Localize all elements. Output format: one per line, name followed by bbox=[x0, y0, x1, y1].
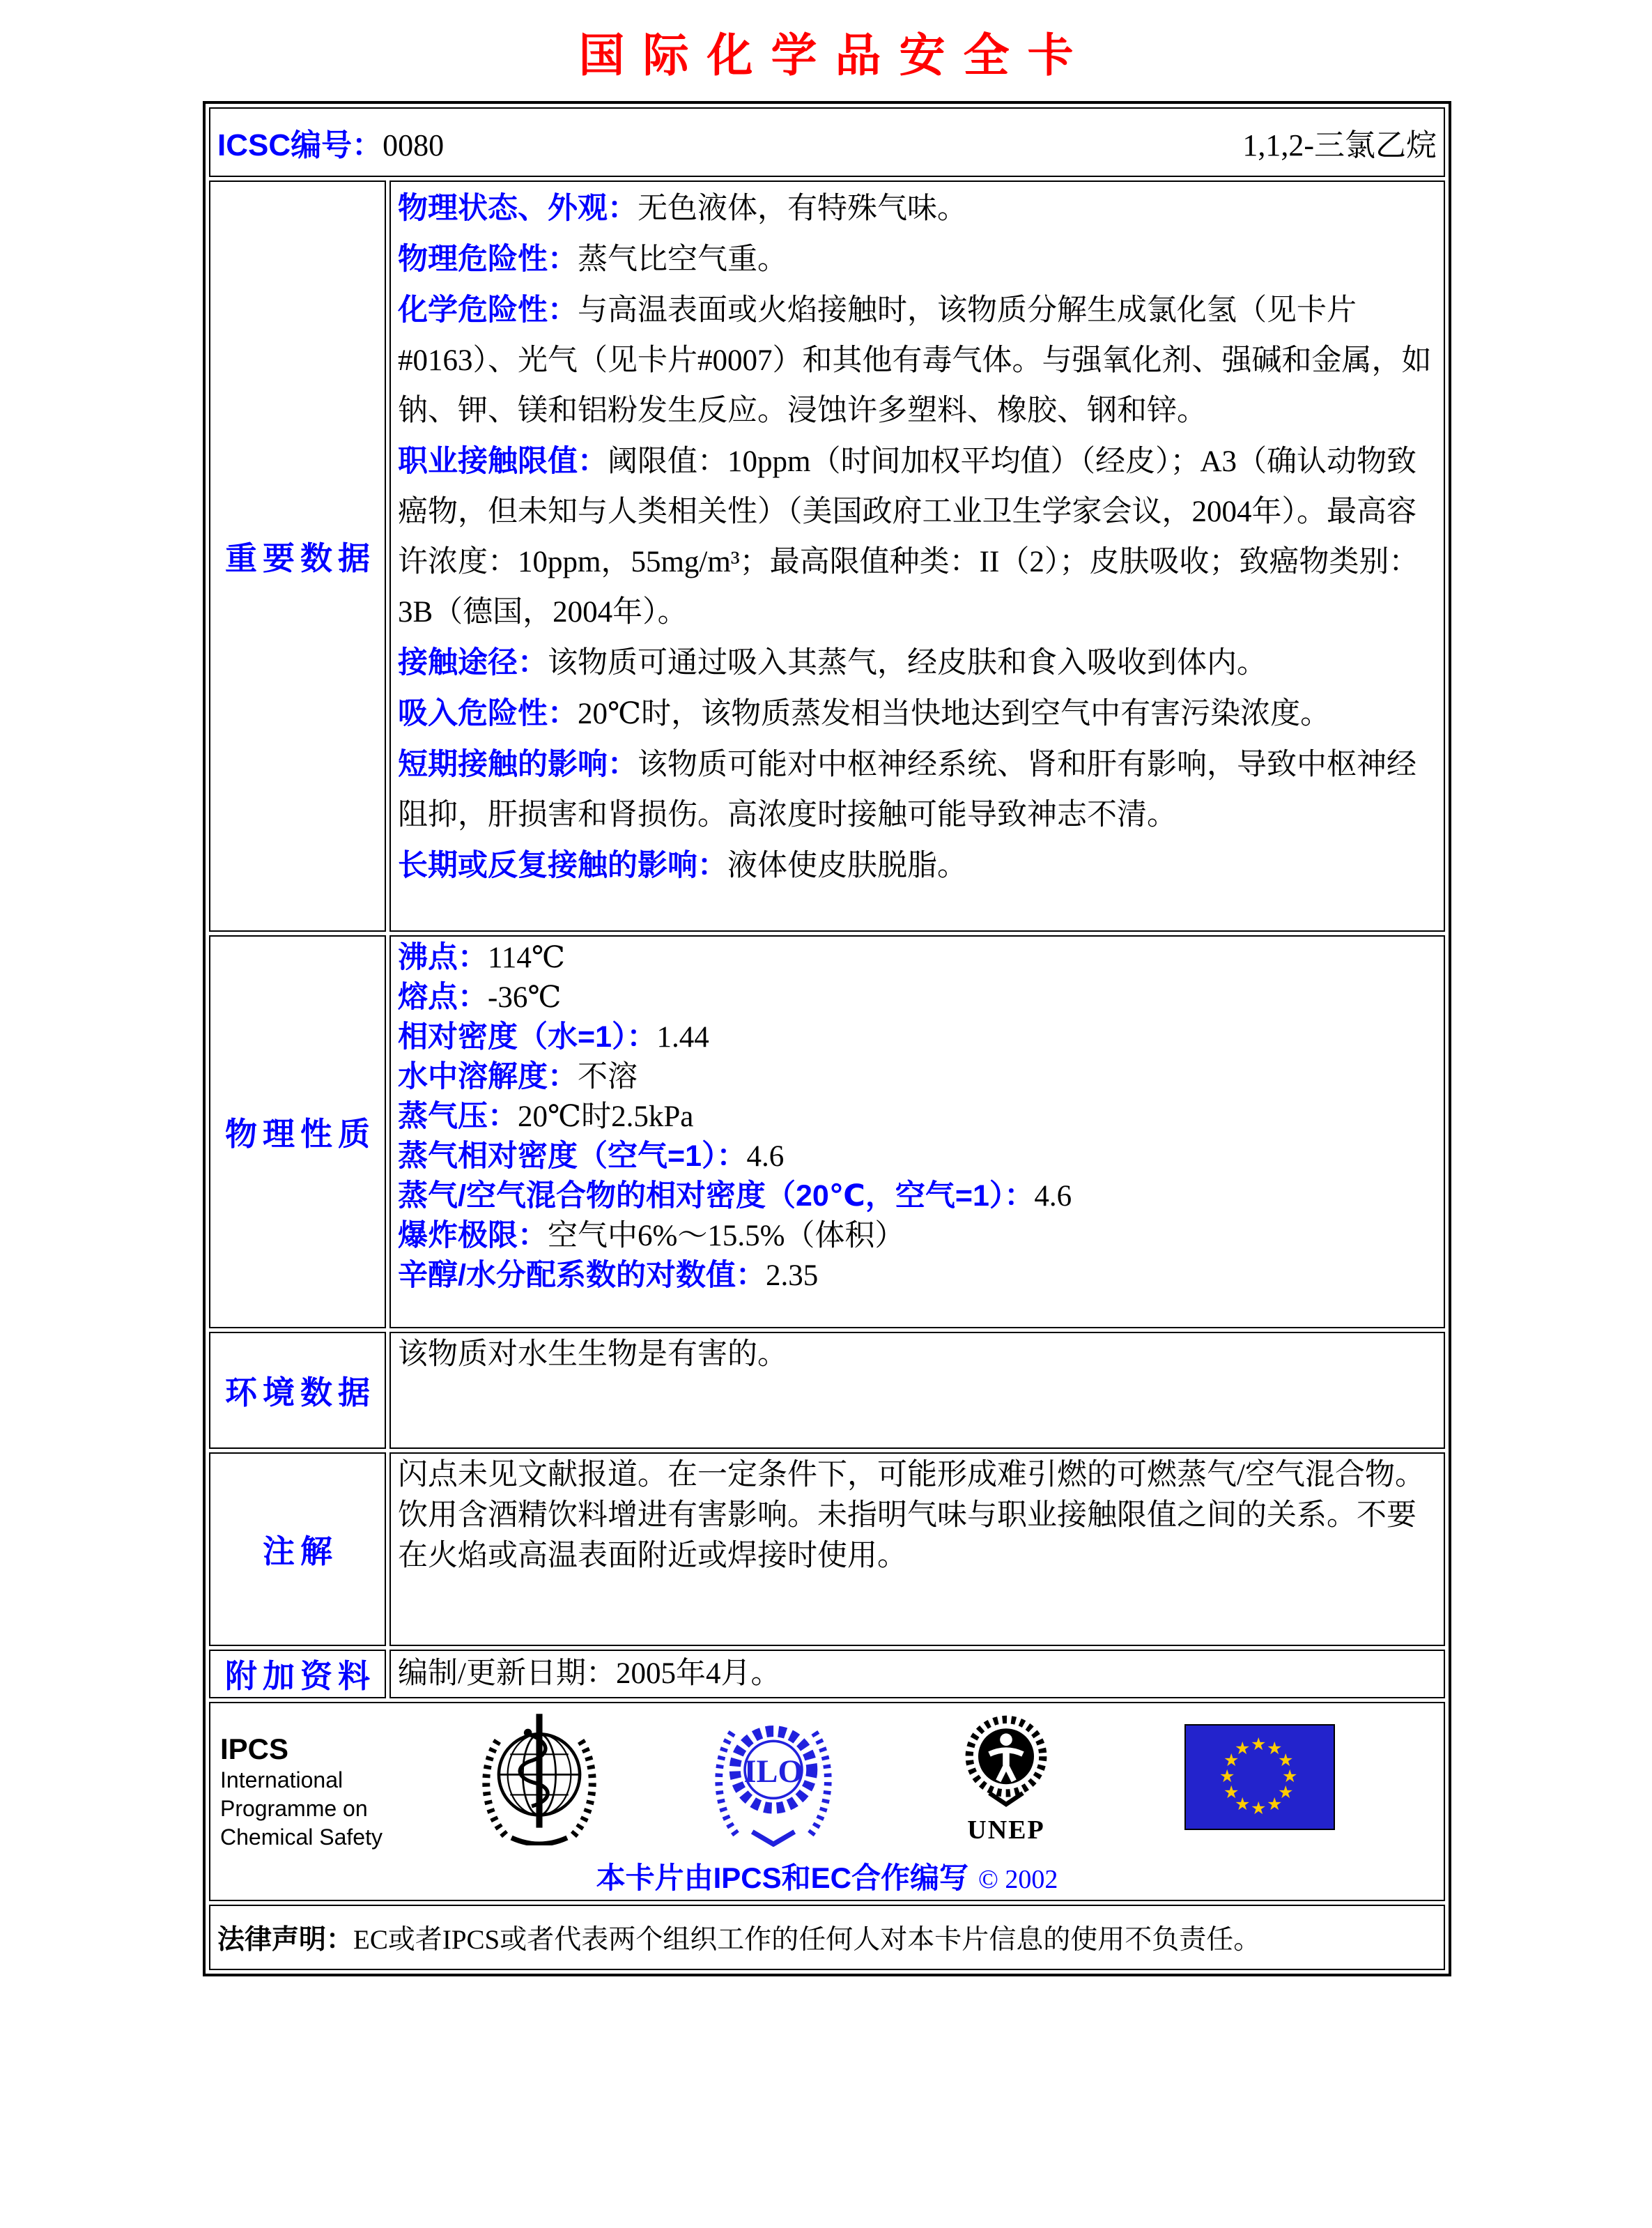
important-data-content bbox=[389, 180, 1445, 932]
physical-properties-content bbox=[389, 935, 1445, 1328]
field-label: 辛醇/水分配系数的对数值： bbox=[398, 1259, 766, 1292]
field-label: 物理危险性： bbox=[398, 243, 578, 276]
environmental-data-content bbox=[389, 1332, 1445, 1449]
row-label-important-data: 重要数据 bbox=[209, 180, 386, 932]
additional-info-row bbox=[209, 1650, 1445, 1698]
page-title: 国际化学品安全卡 bbox=[578, 29, 1092, 81]
field-label: 爆炸极限： bbox=[398, 1219, 548, 1252]
field-value: 阈限值：10ppm（时间加权平均值）（经皮）；A3（确认动物致癌物，但未知与人类相关性）（美国政府工业卫生学家会议，2004年）。最高容许浓度：10ppm，55mg/m³；最高限值种类：II（2）；皮肤吸收；致癌物类别：3B（德国，2004年）。 bbox=[398, 445, 1419, 629]
field-label: 接触途径： bbox=[398, 646, 548, 679]
field-label: 相对密度（水=1）： bbox=[398, 1020, 657, 1054]
notes-text: 闪点未见文献报道。在一定条件下，可能形成难引燃的可燃蒸气/空气混合物。饮用含酒精饮料增进有害影响。未指明气味与职业接触限值之间的关系。不要在火焰或高温表面附近或焊接时使用。 bbox=[398, 1459, 1425, 1572]
physical-property-item bbox=[398, 1216, 1437, 1256]
credit-text: 本卡片由IPCS和EC合作编写 bbox=[596, 1861, 968, 1894]
field-value: -36℃ bbox=[488, 981, 562, 1014]
physical-property-item bbox=[398, 1097, 1437, 1137]
eu-star-icon: ★ bbox=[1223, 1782, 1240, 1802]
legal-label: 法律声明： bbox=[217, 1925, 354, 1955]
physical-property-item bbox=[398, 1017, 1437, 1057]
environmental-data-text: 该物质对水生生物是有害的。 bbox=[398, 1338, 787, 1371]
field-value: 无色液体，有特殊气味。 bbox=[638, 192, 967, 225]
ipcs-text-block bbox=[220, 1709, 429, 1852]
eu-star-icon: ★ bbox=[1235, 1738, 1251, 1758]
field-label: 短期接触的影响： bbox=[398, 748, 638, 781]
ipcs-line: Programme on bbox=[220, 1796, 368, 1821]
field-label: 蒸气压： bbox=[398, 1100, 518, 1133]
unep-logo bbox=[945, 1710, 1067, 1845]
physical-property-item bbox=[398, 1256, 1437, 1296]
field-label: 蒸气/空气混合物的相对密度（20℃，空气=1）： bbox=[398, 1179, 1035, 1213]
eu-star-icon: ★ bbox=[1278, 1782, 1294, 1802]
field-label: 熔点： bbox=[398, 981, 488, 1014]
eu-star-icon: ★ bbox=[1267, 1794, 1283, 1814]
important-data-item bbox=[398, 234, 1437, 285]
physical-property-item bbox=[398, 1137, 1437, 1176]
eu-star-icon: ★ bbox=[1251, 1734, 1267, 1754]
field-value: 该物质可通过吸入其蒸气，经皮肤和食入吸收到体内。 bbox=[548, 647, 1267, 679]
field-label: 沸点： bbox=[398, 941, 488, 974]
organizations-cell bbox=[209, 1702, 1445, 1901]
additional-info-text: 编制/更新日期：2005年4月。 bbox=[398, 1657, 781, 1690]
field-value: 20℃时，该物质蒸发相当快地达到空气中有害污染浓度。 bbox=[578, 698, 1331, 730]
row-label-additional-info: 附加资料 bbox=[209, 1650, 386, 1698]
field-label: 长期或反复接触的影响： bbox=[398, 849, 727, 882]
environmental-data-row bbox=[209, 1332, 1445, 1449]
field-value: 114℃ bbox=[488, 942, 566, 974]
icsc-number-group bbox=[217, 120, 444, 164]
field-label: 水中溶解度： bbox=[398, 1060, 578, 1093]
additional-info-content bbox=[389, 1650, 1445, 1698]
physical-property-item bbox=[398, 978, 1437, 1017]
field-label: 吸入危险性： bbox=[398, 697, 578, 730]
field-value: 不溶 bbox=[578, 1061, 638, 1093]
field-value: 液体使皮肤脱脂。 bbox=[727, 850, 967, 882]
physical-property-item bbox=[398, 1176, 1437, 1216]
physical-property-item bbox=[398, 1057, 1437, 1097]
important-data-row bbox=[209, 180, 1445, 932]
important-data-item bbox=[398, 689, 1437, 739]
unep-letters: UNEP bbox=[967, 1815, 1045, 1845]
ipcs-acronym: IPCS bbox=[220, 1733, 289, 1765]
important-data-item bbox=[398, 840, 1437, 891]
important-data-item bbox=[398, 638, 1437, 689]
field-label: 职业接触限值： bbox=[398, 445, 608, 478]
eu-flag-icon bbox=[1184, 1724, 1335, 1830]
copyright-text: © 2002 bbox=[978, 1865, 1058, 1894]
row-label-environmental-data: 环境数据 bbox=[209, 1332, 386, 1449]
important-data-item bbox=[398, 739, 1437, 840]
legal-cell bbox=[209, 1905, 1445, 1970]
eu-star-icon: ★ bbox=[1282, 1766, 1298, 1786]
eu-star-icon: ★ bbox=[1223, 1750, 1240, 1770]
field-value: 20℃时2.5kPa bbox=[518, 1100, 694, 1133]
physical-property-item bbox=[398, 938, 1437, 978]
eu-star-icon: ★ bbox=[1235, 1794, 1251, 1814]
field-value: 4.6 bbox=[1034, 1180, 1072, 1213]
field-value: 2.35 bbox=[765, 1259, 819, 1292]
icsc-number-label: ICSC编号： bbox=[217, 128, 383, 162]
ipcs-line: International bbox=[220, 1767, 343, 1792]
field-value: 空气中6%～15.5%（体积） bbox=[548, 1220, 905, 1252]
important-data-item bbox=[398, 285, 1437, 436]
legal-text: EC或者IPCS或者代表两个组织工作的任何人对本卡片信息的使用不负责任。 bbox=[353, 1925, 1261, 1955]
field-value: 蒸气比空气重。 bbox=[578, 243, 787, 276]
eu-star-icon: ★ bbox=[1251, 1798, 1267, 1818]
row-label-physical-properties: 物理性质 bbox=[209, 935, 386, 1328]
credit-line bbox=[217, 1855, 1437, 1897]
physical-properties-row bbox=[209, 935, 1445, 1328]
header-row bbox=[209, 107, 1445, 177]
notes-content bbox=[389, 1452, 1445, 1646]
field-label: 化学危险性： bbox=[398, 293, 578, 327]
field-label: 蒸气相对密度（空气=1）： bbox=[398, 1139, 747, 1173]
header-cell bbox=[209, 107, 1445, 177]
field-value: 与高温表面或火焰接触时，该物质分解生成氯化氢（见卡片#0163）、光气（见卡片#0007）和其他有毒气体。与强氧化剂、强碱和金属，如钠、钾、镁和铝粉发生反应。浸蚀许多塑料、橡胶、钢和锌。 bbox=[398, 294, 1432, 427]
notes-row bbox=[209, 1452, 1445, 1646]
unep-emblem-icon bbox=[945, 1710, 1067, 1815]
chemical-name: 1,1,2-三氯乙烷 bbox=[1242, 128, 1437, 162]
legal-row bbox=[209, 1905, 1445, 1970]
important-data-item bbox=[398, 436, 1437, 638]
icsc-number-value: 0080 bbox=[383, 128, 445, 162]
eu-star-icon: ★ bbox=[1278, 1750, 1294, 1770]
organizations-row bbox=[209, 1702, 1445, 1901]
eu-star-icon: ★ bbox=[1267, 1738, 1283, 1758]
field-value: 该物质可能对中枢神经系统、肾和肝有影响，导致中枢神经阻抑，肝损害和肾损伤。高浓度时接触可能导致神志不清。 bbox=[398, 748, 1416, 831]
ilo-logo-icon bbox=[705, 1707, 842, 1847]
eu-star-icon: ★ bbox=[1219, 1766, 1235, 1786]
row-label-notes: 注解 bbox=[209, 1452, 386, 1646]
icsc-card-table bbox=[203, 101, 1451, 1976]
logos-row bbox=[217, 1709, 1437, 1850]
important-data-item bbox=[398, 183, 1437, 234]
ipcs-line: Chemical Safety bbox=[220, 1824, 383, 1850]
who-logo-icon bbox=[470, 1709, 609, 1845]
field-label: 物理状态、外观： bbox=[398, 192, 638, 225]
ilo-letters: ILO bbox=[743, 1754, 803, 1790]
field-value: 4.6 bbox=[746, 1140, 785, 1173]
icsc-document-page bbox=[0, 18, 1652, 2228]
field-value: 1.44 bbox=[656, 1021, 709, 1054]
